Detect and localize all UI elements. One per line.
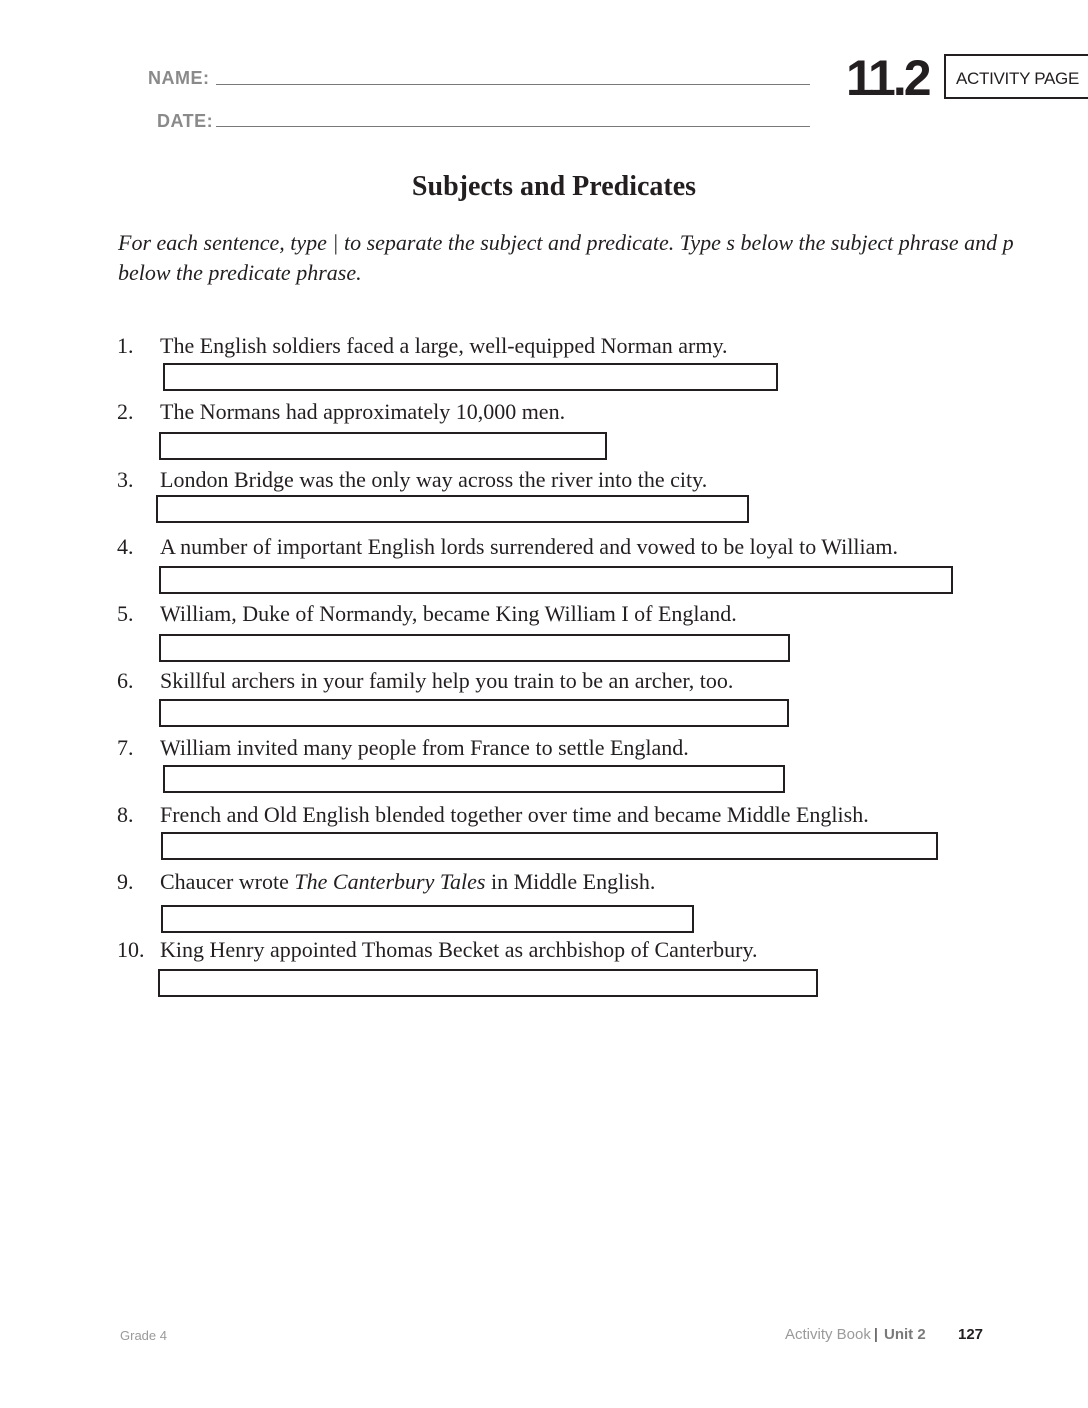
answer-field[interactable]: [163, 363, 778, 391]
item-sentence-end: in Middle English.: [485, 869, 656, 894]
footer-unit: Unit 2: [884, 1326, 926, 1343]
name-label: NAME:: [148, 68, 210, 88]
answer-field[interactable]: [159, 634, 790, 662]
answer-field[interactable]: [158, 969, 818, 997]
footer-grade: Grade 4: [120, 1328, 167, 1343]
item-sentence: [160, 869, 655, 895]
item-sentence: London Bridge was the only way across the river into the city.: [160, 467, 708, 492]
item-sentence: Skillful archers in your family help you train to be an archer, too.: [160, 668, 734, 693]
answer-field[interactable]: [156, 495, 749, 523]
item-sentence: The English soldiers faced a large, well-equipped Norman army.: [160, 333, 728, 358]
date-line: [216, 126, 810, 127]
answer-field[interactable]: [161, 832, 938, 860]
item-number: 1.: [117, 333, 134, 358]
page-title: Subjects and Predicates: [411, 171, 697, 202]
item-sentence: A number of important English lords surrendered and vowed to be loyal to William.: [160, 534, 899, 559]
item-number: 10.: [117, 937, 145, 962]
footer-separator: |: [874, 1326, 878, 1343]
activity-page-label: ACTIVITY PAGE: [956, 69, 1080, 88]
answer-field[interactable]: [159, 699, 789, 727]
item-number: 3.: [117, 467, 134, 492]
item-number: 9.: [117, 869, 134, 894]
answer-field[interactable]: [161, 905, 694, 933]
item-sentence-start: Chaucer wrote: [160, 869, 295, 894]
instructions: For each sentence, type | to separate the subject and predicate. Type s below the subject phrase and p below the predicate phrase.: [118, 230, 1014, 285]
answer-field[interactable]: [159, 432, 607, 460]
item-number: 7.: [117, 735, 134, 760]
item-sentence: French and Old English blended together over time and became Middle English.: [160, 802, 869, 827]
book-title: The Canterbury Tales: [294, 869, 486, 894]
lesson-number: 11.2: [846, 50, 929, 106]
name-line: [216, 84, 810, 85]
item-sentence: The Normans had approximately 10,000 men.: [160, 399, 566, 424]
item-sentence: King Henry appointed Thomas Becket as archbishop of Canterbury.: [160, 937, 758, 962]
item-sentence: William invited many people from France to settle England.: [160, 735, 689, 760]
footer-book-title: Activity Book: [785, 1326, 871, 1343]
item-number: 8.: [117, 802, 134, 827]
answer-field[interactable]: [163, 765, 785, 793]
item-sentence: William, Duke of Normandy, became King William I of England.: [160, 601, 737, 626]
item-number: 2.: [117, 399, 134, 424]
date-label: DATE:: [157, 111, 214, 131]
answer-field[interactable]: [159, 566, 953, 594]
item-number: 4.: [117, 534, 134, 559]
item-number: 6.: [117, 668, 134, 693]
item-number: 5.: [117, 601, 134, 626]
page-number: 127: [958, 1326, 984, 1343]
activity-page-badge: [944, 54, 1088, 99]
